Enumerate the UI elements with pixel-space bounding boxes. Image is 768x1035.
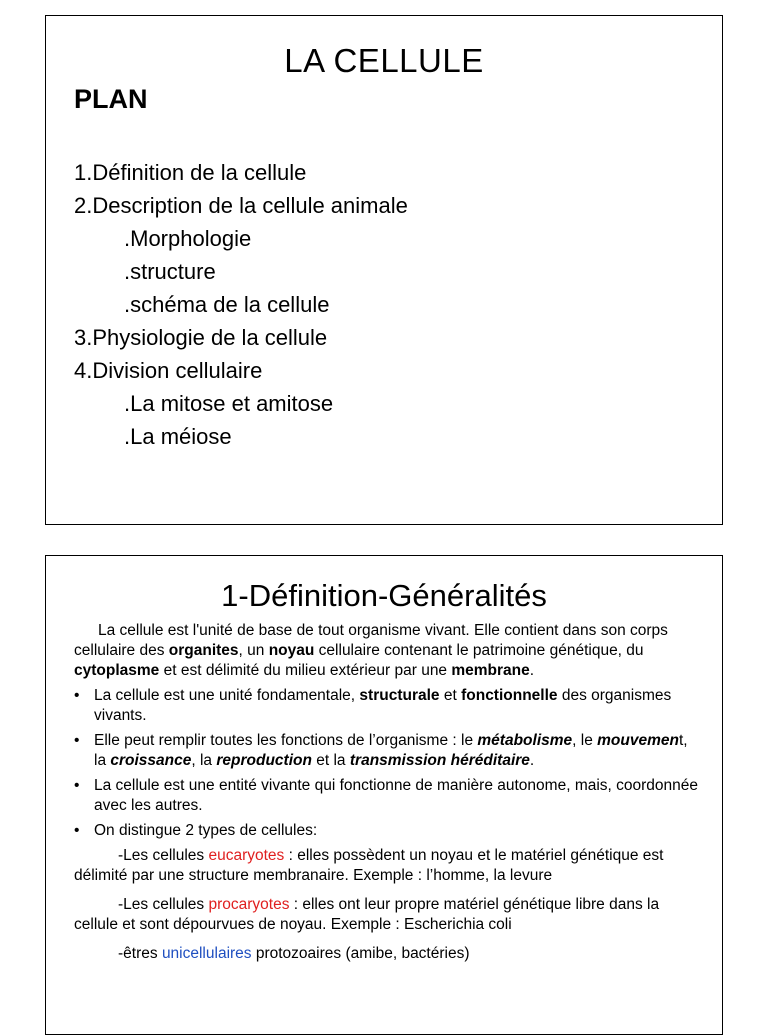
slide-plan	[45, 15, 723, 525]
plan-subitem: .schéma de la cellule	[124, 292, 330, 317]
plan-subitem: .structure	[124, 259, 216, 284]
plan-subitem: .La méiose	[124, 424, 232, 449]
intro-paragraph: La cellule est l'unité de base de tout organisme vivant. Elle contient dans son corps cellulaire des organites, un noyau cellulaire contenant le patrimoine génétique, du cytoplasme et est délimité du milieu extérieur par une membrane.	[74, 622, 668, 679]
slide-content	[74, 621, 700, 973]
unicellular-paragraph: -êtres unicellulaires protozoaires (amibe, bactéries)	[118, 945, 470, 962]
bullet-item: • La cellule est une entité vivante qui fonctionne de manière autonome, mais, coordonnée avec les autres.	[74, 776, 700, 816]
bullet-list	[74, 686, 700, 841]
eukaryotes-paragraph: -Les cellules eucaryotes : elles possèdent un noyau et le matériel génétique est délimité par une structure membranaire. Exemple : l’homme, la levure	[74, 847, 664, 884]
plan-item: 4.Division cellulaire	[74, 358, 263, 383]
slide-definition	[45, 555, 723, 1035]
plan-subitem: .Morphologie	[124, 226, 252, 251]
bullet-item: • La cellule est une unité fondamentale, structurale et fonctionnelle des organismes vivants.	[74, 686, 700, 726]
plan-heading: PLAN	[74, 84, 148, 114]
prokaryotes-paragraph: -Les cellules procaryotes : elles ont leur propre matériel génétique libre dans la cellule et sont dépourvues de noyau. Exemple : Escherichia coli	[74, 896, 660, 933]
slide-title: LA CELLULE	[284, 42, 484, 79]
plan-item: 2.Description de la cellule animale	[74, 193, 408, 218]
slide-title: 1-Définition-Généralités	[221, 578, 547, 613]
plan-subitem: .La mitose et amitose	[124, 391, 334, 416]
plan-item: 1.Définition de la cellule	[74, 160, 307, 185]
bullet-item: • Elle peut remplir toutes les fonctions de l’organisme : le métabolisme, le mouvement, la croissance, la reproduction et la transmission héréditaire.	[74, 731, 700, 771]
bullet-item: • On distingue 2 types de cellules:	[74, 821, 700, 841]
plan-item: 3.Physiologie de la cellule	[74, 325, 328, 350]
plan-list	[74, 156, 408, 453]
